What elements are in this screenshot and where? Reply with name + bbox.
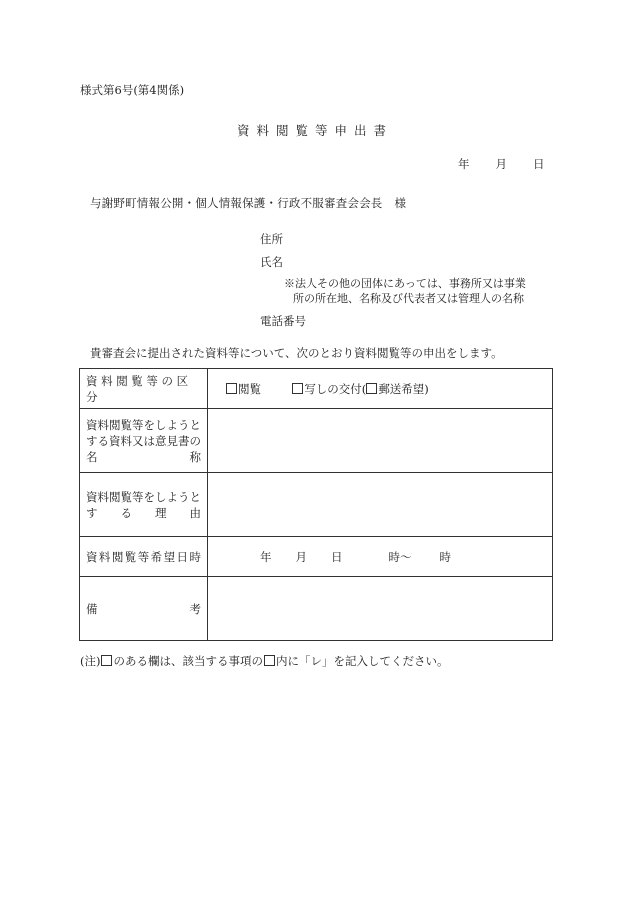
desired-datetime-input[interactable] [208,537,553,577]
intro-text: 貴審査会に提出された資料等について、次のとおり資料閲覧等の申出をします。 [90,346,503,360]
option-copy-label: 写しの交付( [304,381,367,396]
remarks-label-cell [80,577,208,641]
footnote-prefix: (注) [80,654,101,668]
datetime-month-label: 月 [295,549,307,564]
category-label: 資料閲覧等の区分 [86,373,192,404]
reason-input[interactable] [208,473,553,537]
remarks-label: 備考 [86,601,201,616]
form-number: 様式第6号(第4関係) [80,83,185,97]
date-year-label: 年 [458,157,470,171]
request-table [79,368,553,641]
table-row [80,369,553,409]
footnote [80,653,448,669]
name-label: 氏名 [260,255,283,269]
phone-label: 電話番号 [260,314,306,328]
datetime-from-label: 時～ [388,549,412,564]
checkbox-symbol [264,655,275,666]
table-row [80,409,553,473]
corporation-note-line2: 所の所在地、名称及び代表者又は管理人の名称 [293,292,524,305]
checkbox-symbol [101,655,112,666]
remarks-input[interactable] [208,577,553,641]
desired-datetime-label: 資料閲覧等希望日時 [86,549,201,564]
option-view-label: 閲覧 [238,381,261,396]
category-label-cell [80,369,208,409]
checkbox-copy[interactable] [292,383,303,394]
corporation-note [284,276,526,306]
address-label: 住所 [260,232,283,246]
checkbox-mail[interactable] [366,383,377,394]
datetime-year-label: 年 [260,549,272,564]
corporation-note-line1: ※法人その他の団体にあっては、事務所又は事業 [284,277,526,290]
desired-datetime-label-cell [80,537,208,577]
datetime-to-label: 時 [439,549,451,564]
footnote-middle: のある欄は、該当する事項の [113,654,263,668]
date-line [458,156,545,172]
option-mail-label: 郵送希望) [378,381,429,396]
document-name-label-cell [80,409,208,473]
reason-label: 資料閲覧等をしようとする理由 [86,489,201,520]
checkbox-view[interactable] [226,383,237,394]
date-day-label: 日 [533,157,545,171]
document-name-label: 資料閲覧等をしようとする資料又は意見書の名称 [86,417,201,464]
addressee-honorific: 様 [394,196,407,210]
addressee-name: 与謝野町情報公開・個人情報保護・行政不服審査会会長 [90,196,383,210]
datetime-day-label: 日 [331,549,343,564]
table-row [80,577,553,641]
reason-label-cell [80,473,208,537]
footnote-end: 内に「レ」を記入してください。 [275,654,449,668]
document-name-input[interactable] [208,409,553,473]
table-row [80,473,553,537]
date-month-label: 月 [495,157,507,171]
addressee [90,195,406,211]
category-options-cell [208,369,553,409]
form-title: 資料閲覧等申出書 [236,123,393,138]
table-row [80,537,553,577]
